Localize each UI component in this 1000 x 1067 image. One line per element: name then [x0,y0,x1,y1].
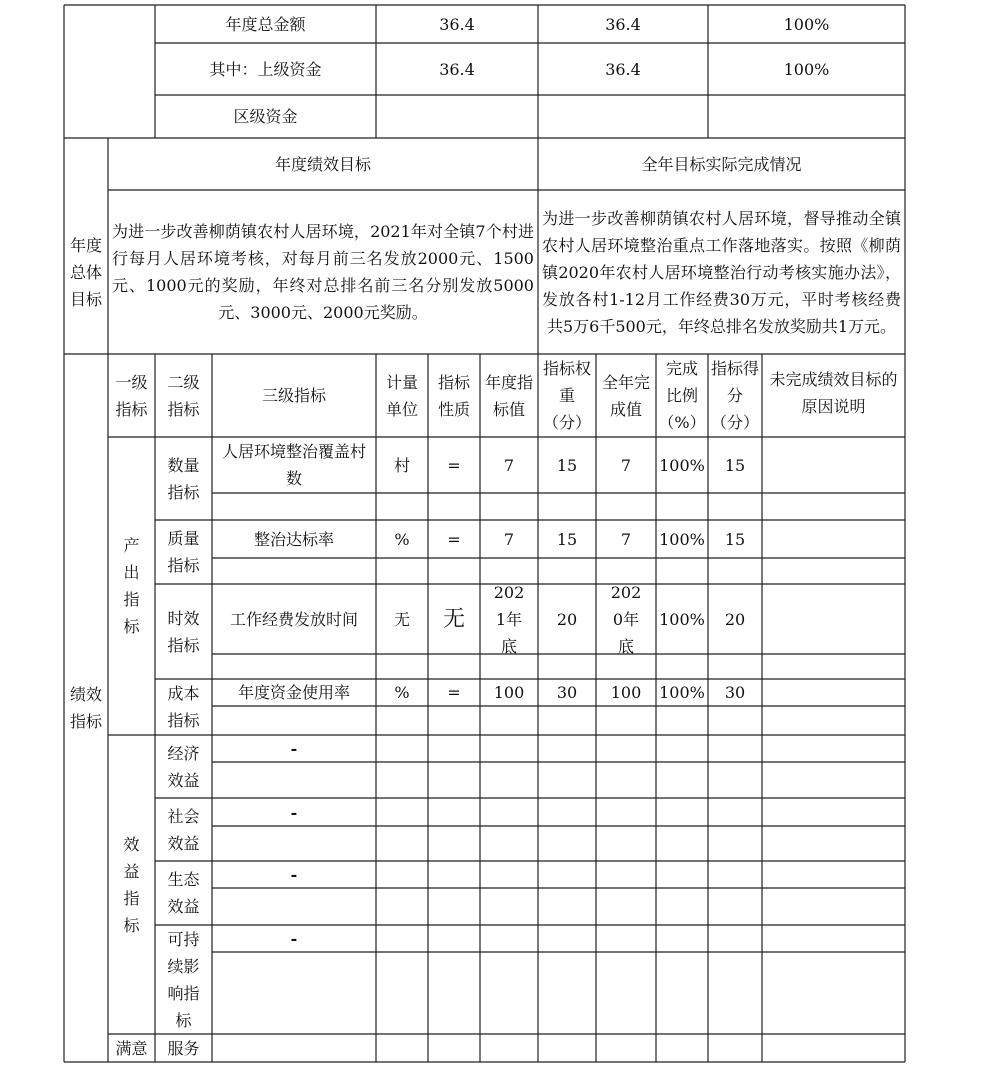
output-level1-label: 产出指标 [123,536,140,636]
header-level1: 一级指标 [115,372,148,419]
output-ratio-timeliness: 100% [659,609,705,629]
output-weight-quality: 15 [556,529,578,549]
output-target-quality: 7 [503,529,515,549]
benefit-level1-label: 效益指标 [123,834,140,935]
output-unit-quality: % [394,529,410,549]
benefit-level3-social: - [290,802,298,822]
output-unit-quantity: 村 [393,456,410,475]
header-ratio: 完成比例（%） [658,359,706,432]
output-ratio-cost: 100% [659,683,705,702]
actual-result-header: 全年目标实际完成情况 [641,154,802,174]
output-level3-quantity: 人居环境整治覆盖村数 [221,442,366,488]
output-score-quantity: 15 [724,455,746,475]
output-level2-quality: 质量指标 [167,529,200,575]
funds-executed-district [538,95,708,138]
benefit-level3-economic: - [290,739,298,758]
header-score: 指标得分（分） [711,359,760,432]
annual-goal-text: 为进一步改善柳荫镇农村人居环境，2021年对全镇7个村进行每月人居环境考核，对每月前三名发放2000元、1500元、1000元的奖励，年终对总排名前三名分别发放5000元、3000元、2000元奖励。 [112,222,534,322]
header-level2: 二级指标 [167,372,200,419]
annual-goal-cell [108,190,538,354]
funds-executed-superior: 36.4 [605,59,641,79]
output-level3-cost: 年度资金使用率 [237,683,350,702]
output-nature-quantity: = [447,455,461,475]
output-level2-timeliness: 时效指标 [167,608,200,655]
satisfaction-level1-label: 满意 [115,1038,148,1058]
benefit-level2-social: 社会效益 [167,806,200,853]
funds-label-total: 年度总金额 [225,14,306,34]
header-unit: 计量单位 [385,372,418,419]
benefit-level3-ecological: - [290,865,298,884]
output-level2-quantity: 数量指标 [167,455,200,502]
funds-budget-total: 36.4 [439,14,475,34]
funds-executed-total: 36.4 [605,14,641,34]
funds-budget-district [376,95,538,138]
header-target: 年度指标值 [484,372,533,419]
output-level2-cost: 成本指标 [167,684,200,730]
funds-rate-total: 100% [783,14,830,34]
output-unit-cost: % [394,683,410,702]
actual-result-cell [538,190,905,354]
header-reason: 未完成绩效目标的原因说明 [769,370,898,416]
output-score-timeliness: 20 [724,609,746,629]
header-level3: 三级指标 [261,386,326,405]
funds-budget-superior: 36.4 [439,59,475,79]
header-nature: 指标性质 [437,372,470,419]
output-actual-timeliness: 2020年底 [610,582,642,656]
output-actual-quality: 7 [620,529,632,549]
output-level3-timeliness: 工作经费发放时间 [229,609,358,629]
output-weight-quantity: 15 [556,455,578,475]
output-level3-quality: 整治达标率 [253,529,334,549]
funds-label-district: 区级资金 [233,107,298,126]
output-nature-cost: = [447,683,461,702]
benefit-level3-sustainable: - [290,929,298,948]
output-actual-cost: 100 [610,683,642,702]
goals-side-label: 年度总体目标 [70,235,103,309]
output-ratio-quality: 100% [659,529,705,549]
output-weight-timeliness: 20 [556,609,578,629]
perf-side-label: 绩效指标 [70,685,103,731]
output-actual-quantity: 7 [620,455,632,475]
output-score-quality: 15 [724,529,746,549]
output-nature-quality: = [447,529,461,549]
benefit-level2-sustainable: 可持续影响指标 [167,929,200,1030]
satisfaction-level2-label: 服务 [167,1038,200,1058]
benefit-level2-ecological: 生态效益 [167,870,200,916]
actual-result-text: 为进一步改善柳荫镇农村人居环境，督导推动全镇农村人居环境整治重点工作落地落实。按照《柳荫镇2020年农村人居环境整治行动考核实施办法》，发放各村1-12月工作经费30万元，平时考核经费共5万6千500元，年终总排名发放奖励共1万元。 [542,208,901,336]
output-target-cost: 100 [493,683,525,702]
funds-label-superior: 其中：上级资金 [209,59,322,79]
output-target-quantity: 7 [503,455,515,475]
output-target-timeliness: 2021年底 [493,582,525,656]
output-weight-cost: 30 [556,683,578,702]
benefit-level2-economic: 经济效益 [167,743,200,790]
funds-rate-superior: 100% [783,59,830,79]
output-unit-timeliness: 无 [393,609,410,629]
output-nature-timeliness: 无 [442,606,465,632]
header-weight: 指标权重（分） [543,359,592,432]
funds-rate-district [708,95,905,138]
header-actual: 全年完成值 [601,372,650,419]
output-score-cost: 30 [724,683,746,702]
annual-goal-header: 年度绩效目标 [274,154,371,174]
output-ratio-quantity: 100% [659,455,705,475]
